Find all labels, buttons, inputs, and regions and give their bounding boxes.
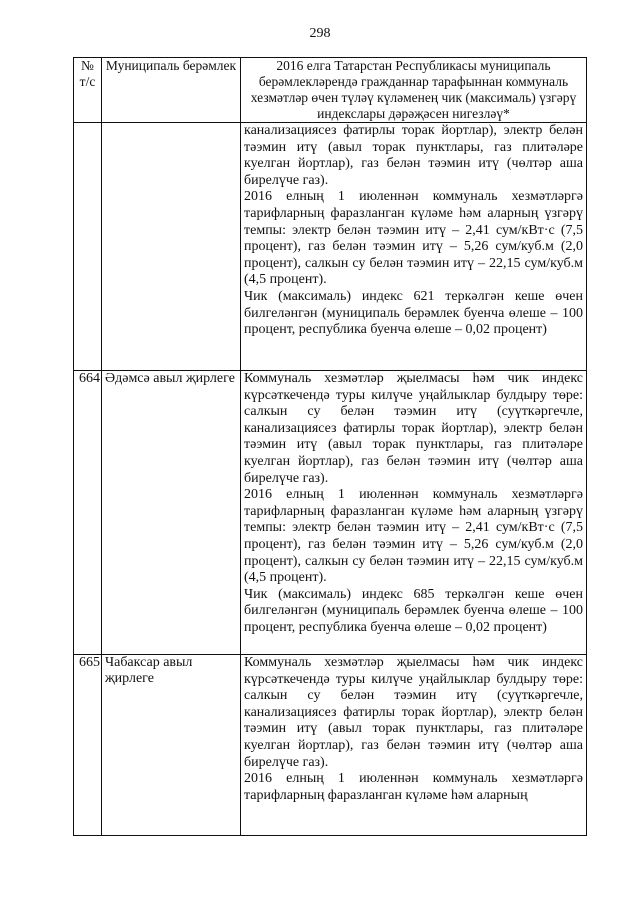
paragraph: Чик (максималь) индекс 685 теркәлгән кеше өчен билгеләнгән (муниципаль берәмлек буенча өлеше – 100 процент, республика буенча өлеше – 0,02 процент) — [244, 586, 583, 635]
header-municipality: Муниципаль берәмлек — [102, 58, 241, 123]
paragraph: Чик (максималь) индекс 621 теркәлгән кеше өчен билгеләнгән (муниципаль берәмлек буенча өлеше – 100 процент, республика буенча өлеше – 0,02 процент) — [244, 288, 583, 338]
table-row — [74, 655, 587, 836]
table-row-continuation — [74, 123, 587, 371]
table-row — [74, 371, 587, 655]
municipality-name: Чабаксар авыл җирлеге — [102, 655, 241, 836]
header-num: № т/с — [74, 58, 102, 123]
municipality-name: Әдәмсә авыл җирлеге — [102, 371, 241, 655]
paragraph: 2016 елның 1 июленнән коммуналь хезмәтләргә тарифларның фаразланган күләме һәм аларның үзгәрү темпы: электр белән тәэмин итү – 2,41 сум/кВт·с (7,5 процент), газ белән тәэмин итү – 5,26 сум/куб.м (2,0 процент), салкын су белән тәэмин итү – 22,15 сум/куб.м (4,5 процент). — [244, 487, 583, 586]
table-header-row — [74, 58, 587, 123]
paragraph: Коммуналь хезмәтләр җыелмасы һәм чик индекс күрсәткечендә туры килүче уңайлыклар булдыру төре: салкын су белән тәэмин итү (суүткәргечле, канализациясез фатирлы торак йортлар), электр белән тәэмин итү (авыл торак пунктлары, газ плитәләре куелган йортлар), газ белән тәэмин итү (чөлтәр аша бирелүче газ). — [244, 371, 583, 486]
page-number: 298 — [309, 26, 331, 41]
cell-description — [241, 655, 587, 836]
paragraph: 2016 елның 1 июленнән коммуналь хезмәтләргә тарифларның фаразланган күләме һәм аларның үзгәрү темпы: электр белән тәэмин итү – 2,41 сум/кВт·с (7,5 процент), газ белән тәэмин итү – 5,26 сум/куб.м (2,0 процент), салкын су белән тәэмин итү – 22,15 сум/куб.м (4,5 процент). — [244, 189, 583, 288]
row-number: 664 — [74, 371, 102, 655]
cell-num-empty — [74, 123, 102, 371]
paragraph: Коммуналь хезмәтләр җыелмасы һәм чик индекс күрсәткечендә туры килүче уңайлыклар булдыру төре: салкын су белән тәэмин итү (суүткәргечле, канализациясез фатирлы торак йортлар), электр белән тәэмин итү (авыл торак пунктлары, газ плитәләре куелган йортлар), газ белән тәэмин итү (чөлтәр аша бирелүче газ). — [244, 655, 583, 770]
row-number: 665 — [74, 655, 102, 836]
cell-name-empty — [102, 123, 241, 371]
tariff-index-table — [73, 57, 587, 836]
paragraph: 2016 елның 1 июленнән коммуналь хезмәтләргә тарифларның фаразланган күләме һәм аларның — [244, 771, 583, 803]
header-description: 2016 елга Татарстан Республикасы муниципаль берәмлекләрендә гражданнар тарафыннан коммуналь хезмәтләр өчен түләү күләменең чик (максималь) үзгәрү индекслары дәрәҗәсен нигезләү* — [241, 58, 587, 123]
paragraph: канализациясез фатирлы торак йортлар), электр белән тәэмин итү (авыл торак пунктлары, газ плитәләре куелган йортлар), газ белән тәэмин итү (чөлтәр аша бирелүче газ). — [244, 123, 583, 188]
cell-description — [241, 123, 587, 371]
cell-description — [241, 371, 587, 655]
